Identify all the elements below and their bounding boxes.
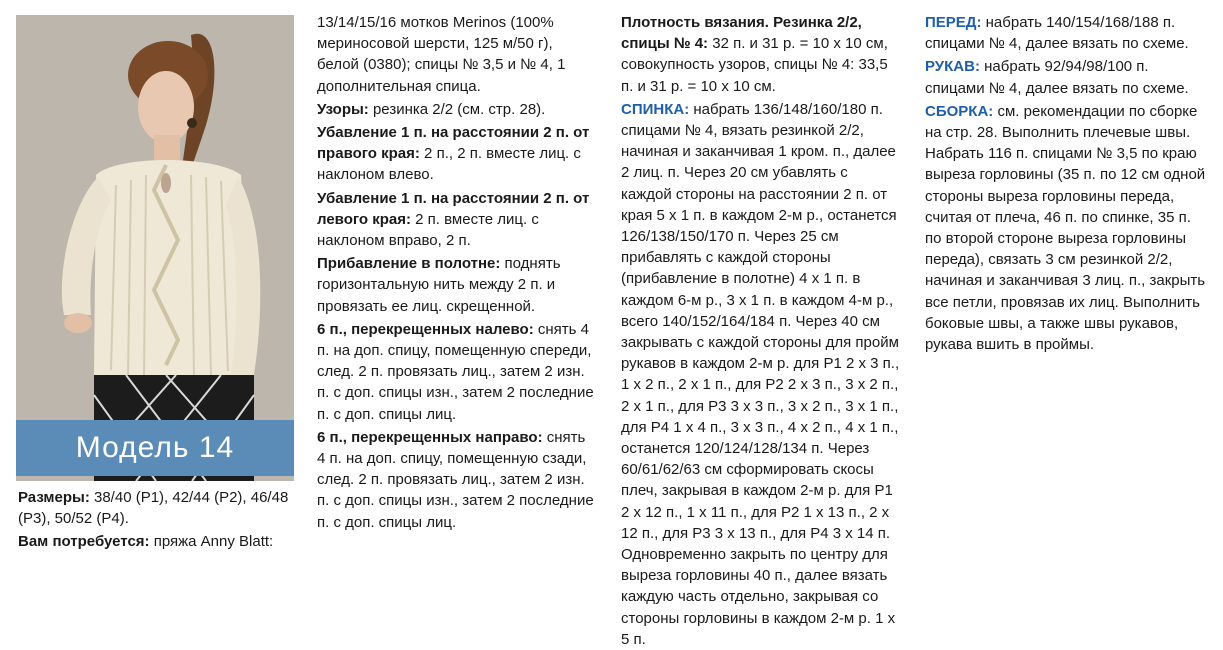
sleeve-paragraph xyxy=(925,56,1207,98)
sleeve-label: РУКАВ: xyxy=(925,58,980,76)
front-label: ПЕРЕД: xyxy=(925,14,982,31)
dec-left-paragraph xyxy=(317,188,597,252)
dec-right-label: Убавление 1 п. на расстоянии 2 п. от правого края: xyxy=(317,124,590,163)
column-4 xyxy=(925,12,1207,355)
model-illustration xyxy=(16,15,294,481)
gauge-text: 32 п. и 31 р. = 10 х 10 см, совокупность узоров, спицы № 4: 33,5 п. и 31 р. = 10 х 10 см. xyxy=(621,35,888,95)
back-label: СПИНКА: xyxy=(621,100,690,118)
gauge-label: Плотность вязания. Резинка 2/2, спицы № 4: xyxy=(621,14,862,53)
column-3 xyxy=(621,12,900,650)
front-text: набрать 140/154/168/188 п. спицами № 4, далее вязать по схеме. xyxy=(925,14,1189,53)
sizes-label: Размеры: xyxy=(18,489,90,506)
front-paragraph xyxy=(925,12,1207,54)
sizes-paragraph xyxy=(18,487,300,529)
cross-right-paragraph xyxy=(317,427,597,533)
dec-right-text: 2 п., 2 п. вместе лиц. с наклоном влево. xyxy=(317,145,581,184)
cross-right-text: снять 4 п. на доп. спицу, помещенную сзади, след. 2 п. провязать лиц., затем 2 изн. п. с доп. спицы изн., затем 2 последние п. с доп. спицы лиц. xyxy=(317,428,594,531)
back-paragraph xyxy=(621,99,900,650)
materials-paragraph xyxy=(18,531,300,552)
assembly-text: см. рекомендации по сборке на стр. 28. Выполнить плечевые швы. Набрать 116 п. спицами № 3,5 по краю выреза горловины (35 п. по 12 см одной стороны выреза горловины переда, считая от плеча, 46 п. по спинке, 35 п. по второй стороне выреза горловины переда), связать 3 см резинкой 2/2, начиная и заканчивая 3 лиц. п., закрыть все петли, провязав их лиц. Выполнить боковые швы, а также швы рукавов, рукава вшить в проймы. xyxy=(925,102,1206,354)
increase-paragraph xyxy=(317,253,597,317)
back-text: набрать 136/148/160/180 п. спицами № 4, вязать резинкой 2/2, начиная и заканчивая 1 кром. п., далее 2 лиц. п. Через 20 см убавлять с каждой стороны на расстоянии 2 п. от края 5 х 1 п. в каждом 2-м р., останется 126/138/150/170 п. Через 25 см прибавлять с каждой стороны (прибавление в полотне) 4 х 1 п. в каждом 6-м р., 3 х 1 п. в каждом 4-м р., всего 140/152/164/184 п. Через 40 см закрывать с каждой стороны для пройм рукавов в каждом 2-м р. для P1 2 х 3 п., 1 х 2 п., 2 х 1 п., для P2 2 х 3 п., 3 х 2 п., 2 х 1 п., для P3 3 х 3 п., 3 х 2 п., 3 х 1 п., для P4 1 х 4 п., 3 х 3 п., 4 х 2 п., 4 х 1 п., останется 120/124/128/134 п. Через 60/61/62/63 см сформировать скосы плеч, закрывая в каждом 2-м р. для P1 2 х 12 п., 1 х 11 п., для P2 1 х 13 п., 2 х 12 п., для P3 3 х 13 п., для P4 3 х 14 п. Одновременно закрыть по центру для выреза горловины 40 п., далее вязать каждую часть отдельно, закрывая со стороны горловины в каждом 2-м р. 1 х 5 п. xyxy=(621,100,900,648)
cross-right-label: 6 п., перекрещенных направо: xyxy=(317,428,543,446)
dec-right-paragraph xyxy=(317,122,597,186)
cross-left-paragraph xyxy=(317,319,597,425)
materials-continued: 13/14/15/16 мотков Merinos (100% мериносовой шерсти, 125 м/50 г), белой (0380); спицы № 3,5 и № 4, 1 дополнительная спица. xyxy=(317,14,566,95)
patterns-text: резинка 2/2 (см. стр. 28). xyxy=(368,100,546,118)
patterns-label: Узоры: xyxy=(317,100,369,118)
sleeve-text: набрать 92/94/98/100 п. спицами № 4, далее вязать по схеме. xyxy=(925,58,1189,97)
dec-left-text: 2 п. вместе лиц. с наклоном вправо, 2 п. xyxy=(317,210,539,250)
increase-label: Прибавление в полотне: xyxy=(317,255,501,273)
sizes-text: 38/40 (P1), 42/44 (P2), 46/48 (P3), 50/52 (P4). xyxy=(18,489,289,528)
patterns-paragraph xyxy=(317,99,597,120)
column-2 xyxy=(317,12,597,533)
materials-text-start: пряжа Anny Blatt: xyxy=(149,533,274,551)
column-1 xyxy=(18,487,300,553)
cross-left-text: снять 4 п. на доп. спицу, помещенную спереди, след. 2 п. провязать лиц., затем 2 изн. п. с доп. спицы изн., затем 2 последние п. с доп. спицы лиц. xyxy=(317,320,594,423)
assembly-paragraph xyxy=(925,101,1207,355)
materials-label: Вам потребуется: xyxy=(18,533,150,551)
cross-left-label: 6 п., перекрещенных налево: xyxy=(317,320,534,338)
gauge-paragraph xyxy=(621,12,900,97)
increase-text: поднять горизонтальную нить между 2 п. и провязать ее лиц. скрещенной. xyxy=(317,255,561,315)
dec-left-label: Убавление 1 п. на расстоянии 2 п. от левого края: xyxy=(317,189,590,228)
assembly-label: СБОРКА: xyxy=(925,102,994,120)
model-photo xyxy=(16,15,294,481)
model-caption: Модель 14 xyxy=(16,420,294,476)
